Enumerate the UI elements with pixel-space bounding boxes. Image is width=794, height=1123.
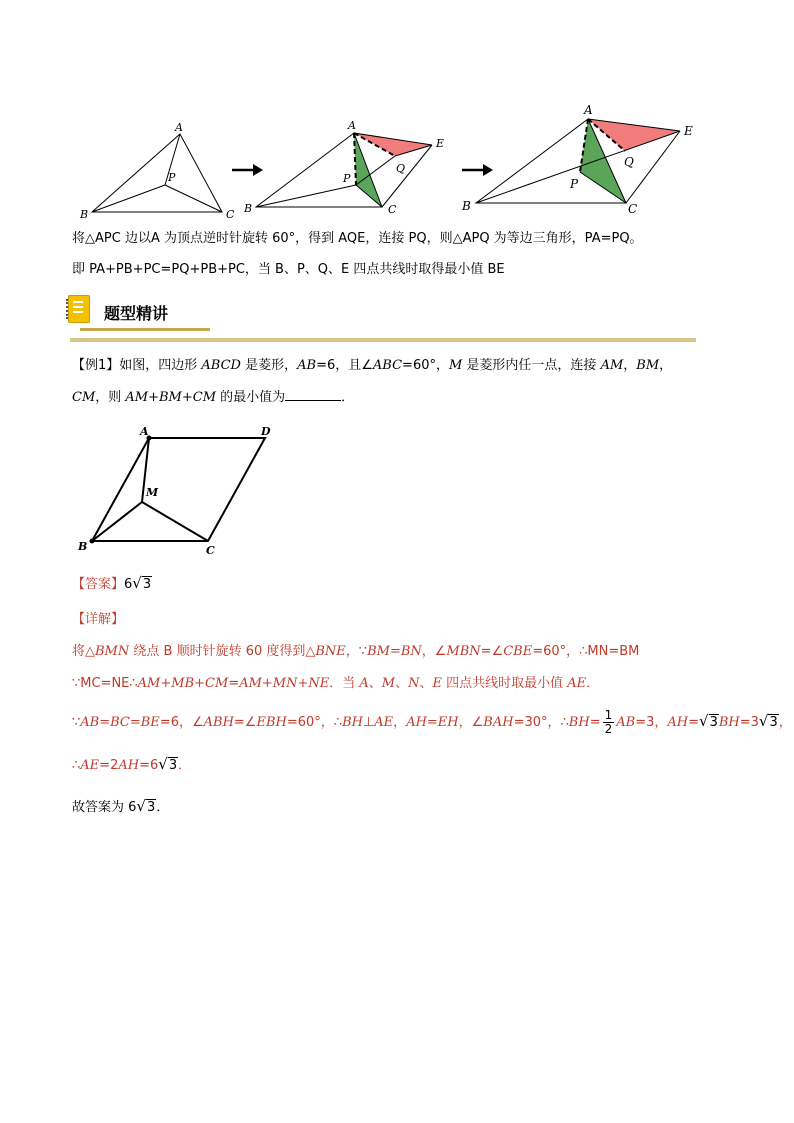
solution-line-5: 故答案为 6√3． <box>72 797 170 815</box>
fig1-label-c: C <box>226 208 235 221</box>
rhombus-label-c: C <box>206 544 215 557</box>
figure-triangle-apc <box>92 134 222 212</box>
fig2-label-a: A <box>348 119 356 132</box>
solution-line-2: ∵MC=NE∴AM+MB+CM=AM+MN+NE．当 A、M、N、E 四点共线时取最小值 AE． <box>72 676 600 691</box>
rhombus-label-b: B <box>78 540 88 553</box>
answer-line: 【答案】6√3 <box>72 574 152 592</box>
fig2-label-c: C <box>388 203 397 216</box>
fig2-label-p: P <box>343 172 351 185</box>
example-line-1: 【例1】如图，四边形 ABCD 是菱形，AB=6，且∠ABC=60°，M 是菱形内任一点，连接 AM，BM， <box>72 358 673 373</box>
example-line-2: CM，则 AM+BM+CM 的最小值为 ． <box>72 390 355 405</box>
fig3-label-e: E <box>684 124 693 138</box>
fig3-label-p: P <box>570 177 579 191</box>
rhombus-label-d: D <box>261 425 271 438</box>
fig1-label-a: A <box>175 121 183 134</box>
fig3-label-c: C <box>628 202 638 216</box>
notebook-icon <box>68 295 90 323</box>
sqrt-symbol: √3 <box>132 574 152 592</box>
figure-rotation-step <box>256 133 432 207</box>
rhombus-label-m: M <box>146 486 159 499</box>
solution-line-1: 将△BMN 绕点 B 顺时针旋转 60 度得到△BNE，∵BM=BN，∠MBN=∠CBE=60°，∴MN=BM <box>72 644 640 659</box>
arrow-icon <box>462 164 493 176</box>
fig3-label-a: A <box>584 103 593 117</box>
intro-line-2: 即 PA+PB+PC=PQ+PB+PC，当 B、P、Q、E 四点共线时取得最小值 BE <box>72 262 505 277</box>
section-title: 题型精讲 <box>104 304 169 323</box>
intro-line-1: 将△APC 边以A 为顶点逆时针旋转 60°，得到 AQE，连接 PQ，则△APQ 为等边三角形，PA=PQ。 <box>72 231 643 246</box>
rhombus-label-a: A <box>140 425 149 438</box>
fig2-label-e: E <box>436 137 445 150</box>
fig2-label-b: B <box>244 202 253 215</box>
fig1-label-b: B <box>80 208 89 221</box>
fig3-label-q: Q <box>624 155 634 169</box>
rhombus-figure <box>70 420 290 560</box>
arrow-icon <box>232 164 263 176</box>
answer-blank <box>285 389 341 401</box>
rotation-figures <box>0 100 794 230</box>
solution-tag: 【详解】 <box>72 612 125 627</box>
solution-line-3: ∵AB=BC=BE=6，∠ABH=∠EBH=60°，∴BH⊥AE，AH=EH，∠BAH=30°，∴BH= $\frac{1}{2}$ AB=3，AH=√3BH=3√3， <box>72 708 792 736</box>
section-title-underline <box>80 328 210 331</box>
solution-line-4: ∴AE=2AH=6√3． <box>72 755 192 773</box>
fig3-label-b: B <box>462 199 471 213</box>
fig2-label-q: Q <box>396 162 406 175</box>
section-divider <box>70 338 696 342</box>
fraction-one-half: $\frac{1}{2}$ <box>604 708 613 736</box>
fig1-label-p: P <box>168 171 176 184</box>
